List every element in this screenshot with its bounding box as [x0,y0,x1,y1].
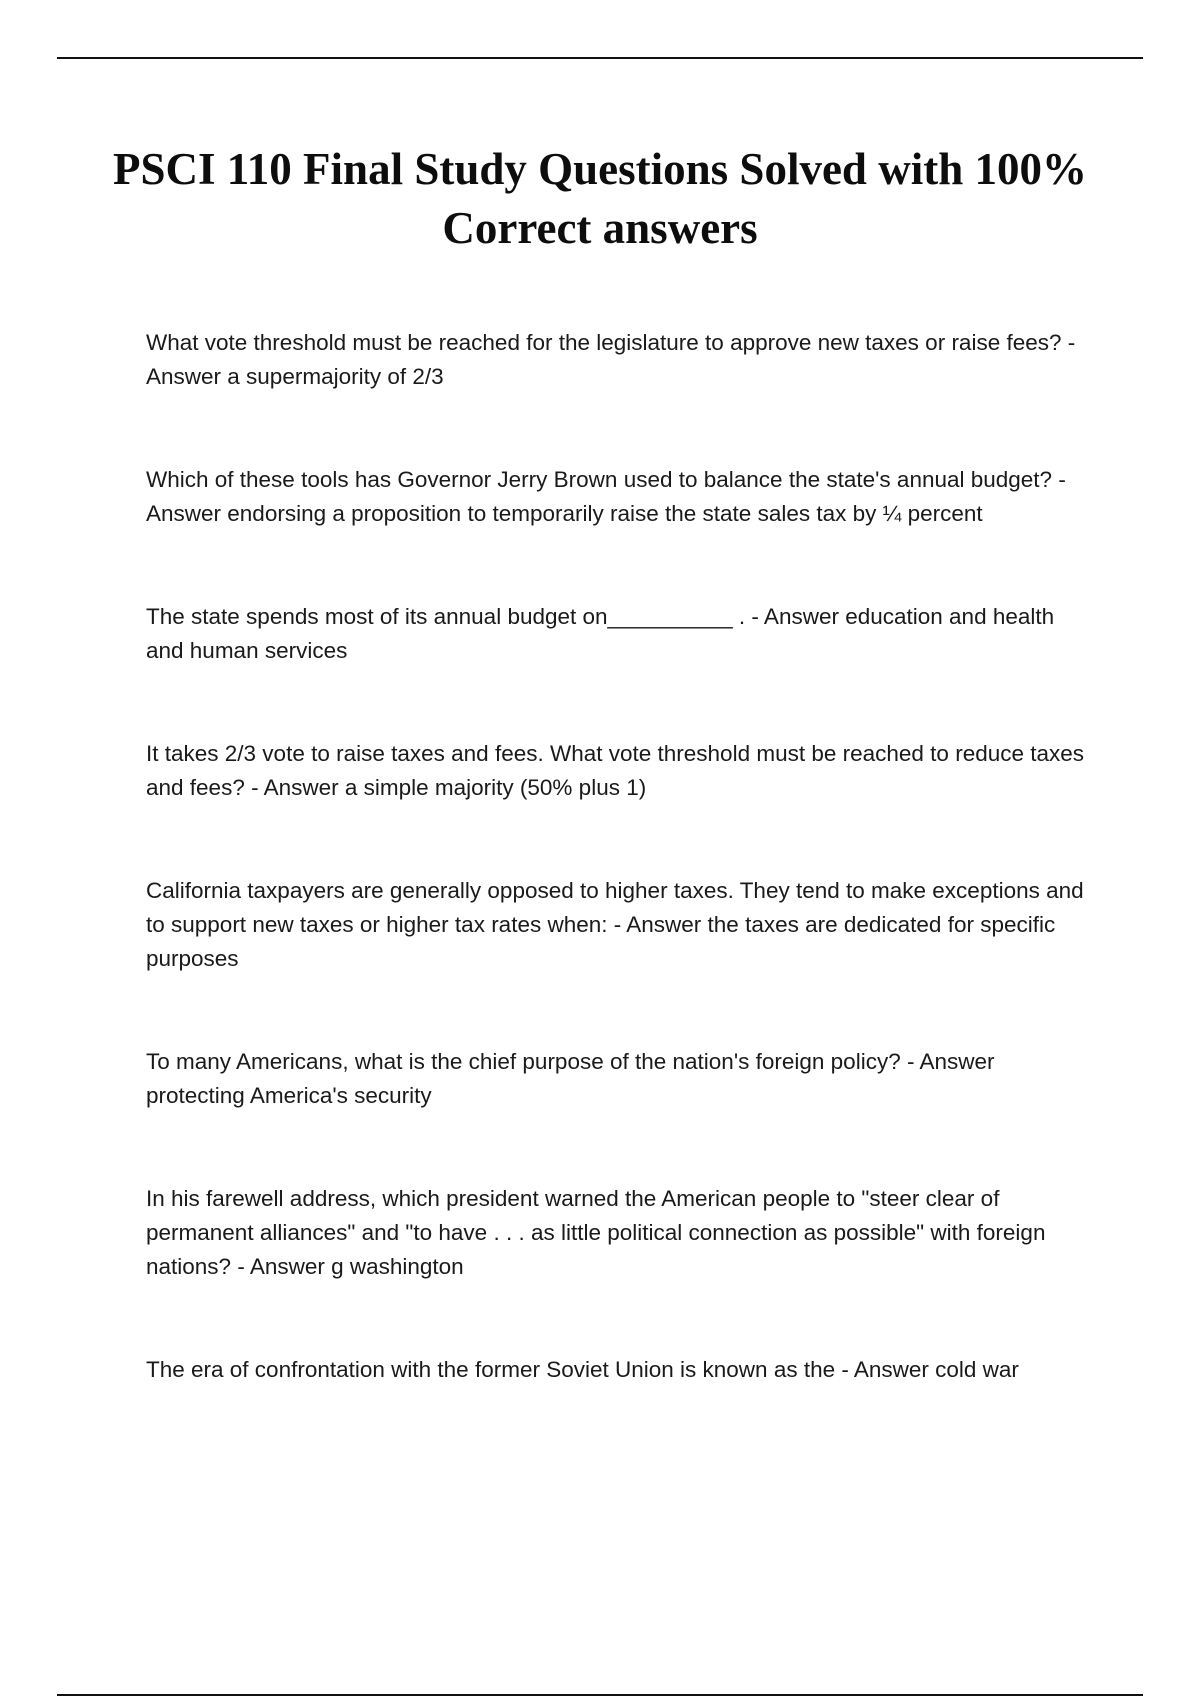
qa-item: It takes 2/3 vote to raise taxes and fees. What vote threshold must be reached to reduce taxes and fees? - Answer a simple majority (50% plus 1) [146,741,1085,800]
bottom-rule [57,1694,1143,1696]
qa-item: To many Americans, what is the chief purpose of the nation's foreign policy? - Answer protecting America's security [146,1049,995,1108]
qa-item: In his farewell address, which president warned the American people to "steer clear of permanent alliances" and "to have . . . as little political connection as possible" with foreign nations? - Answer g washington [146,1186,1046,1279]
qa-item: California taxpayers are generally opposed to higher taxes. They tend to make exceptions and to support new taxes or higher tax rates when: - Answer the taxes are dedicated for specific purposes [146,878,1084,971]
qa-item: Which of these tools has Governor Jerry Brown used to balance the state's annual budget? - Answer endorsing a proposition to temporarily raise the state sales tax by ¼ percent [146,467,1066,526]
qa-item: The state spends most of its annual budget on__________ . - Answer education and health and human services [146,604,1055,663]
qa-list [146,326,1096,1387]
top-rule [57,57,1143,59]
document-title: PSCI 110 Final Study Questions Solved with 100% Correct answers [113,144,1087,253]
qa-item: The era of confrontation with the former Soviet Union is known as the - Answer cold war [146,1357,1019,1382]
qa-item: What vote threshold must be reached for the legislature to approve new taxes or raise fees? - Answer a supermajority of 2/3 [146,330,1076,389]
